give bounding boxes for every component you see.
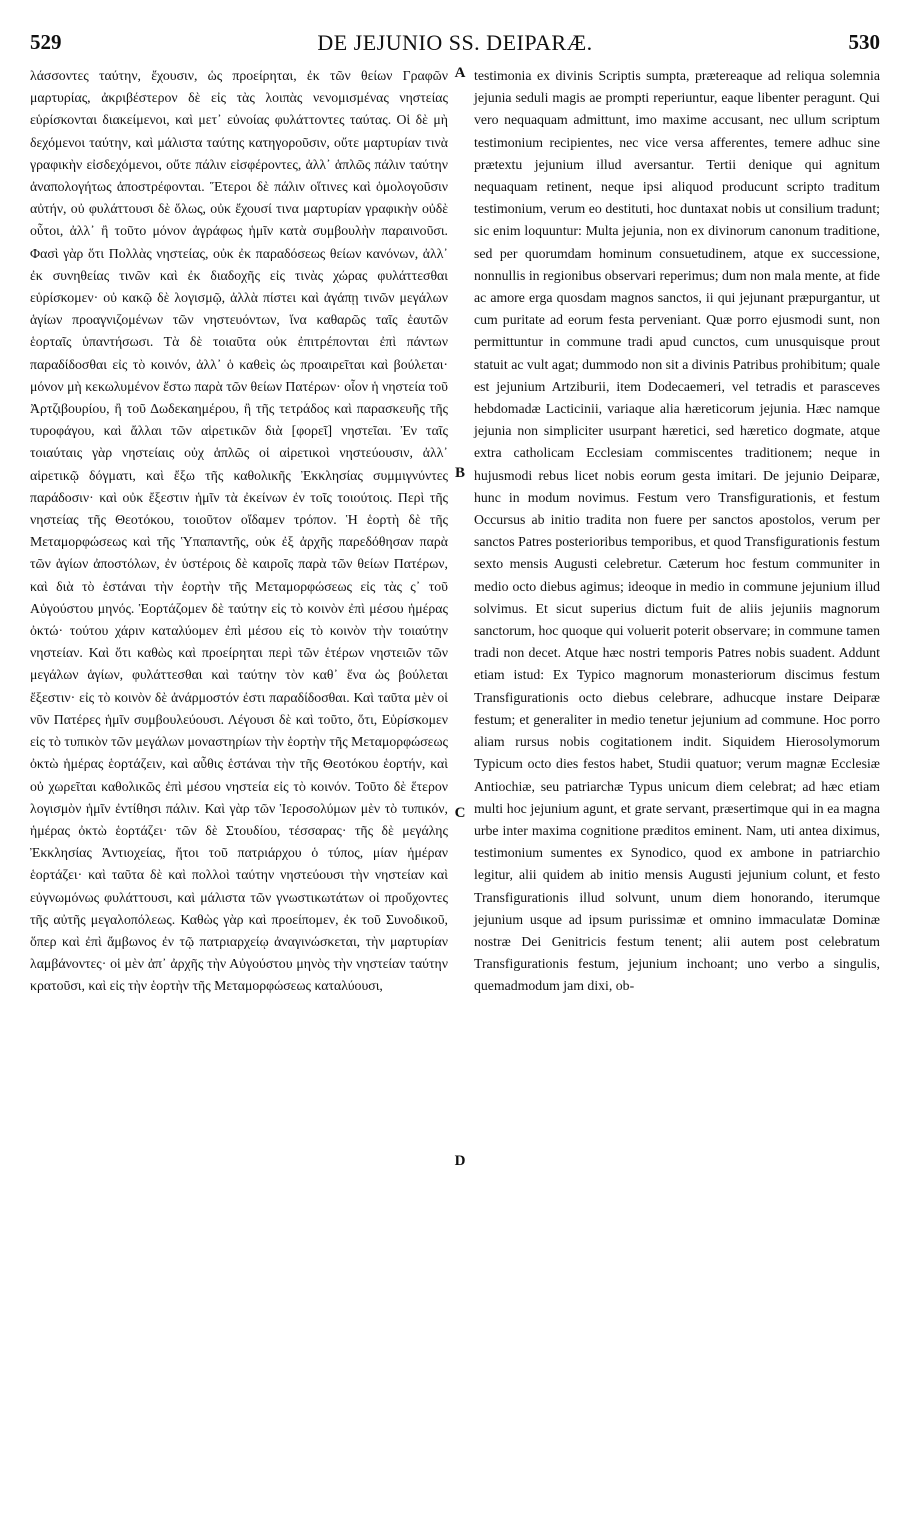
section-markers	[450, 65, 470, 1505]
running-title: DE JEJUNIO SS. DEIPARÆ.	[317, 30, 593, 55]
page-number-left: 529	[30, 30, 62, 54]
page-number-right: 530	[848, 30, 880, 54]
greek-text-column	[30, 65, 448, 998]
latin-paragraph: testimonia ex divinis Scriptis sumpta, prætereaque ad reliqua solemnia jejunia seduli magis ae prompti reperiuntur, eaque libenter peragunt. Qui vero nequaquam admittunt, imo maxime accusant, nec ullum scriptum testimonium recipientes, nec vice versa afferentes, temere adhuc sine prætextu jejunium illud aversantur. Tertii denique qui agnitum nequaquam retinent, neque ipsi aliquod producunt scripto traditum testimonium, verum eo destituti, hoc duntaxat nobis ut consilium tradunt; sic enim loquuntur: Multa jejunia, non ex divinorum canonum traditione, sed per quorumdam hominum consuetudinem, atque ex successione, nonnullis in regionibus observari reperimus; dum non mala mente, at fide ac amore erga quosdam magnos sanctos, ii qui jejunant præpurgantur, ut cum puritate ad eorum festa perveniant. Quæ porro ejusmodi sunt, non permittuntur in commune tradi apud cunctos, cum unusquisque prout statuit ac vult agat; dummodo non sit a divinis Patribus prohibitum; quale est jejunium Artziburii, item Dodecaemeri, vel tetradis et parasceves hebdomadæ Lacticinii, variaque alia hæreticorum jejunia. Hæc namque jejunia non simpliciter usurpant hæretici, sed hæretico dogmate, atque extra catholicam Ecclesiam commiscentes traditionem; neque in hujusmodi rebus licet nobis eorum gesta imitari. De jejunio Deiparæ, hunc in modum novimus. Festum vero Transfigurationis, et festum Occursus ab initio tradita non fuere per sanctos apostolos, verum per sanctos Patres posterioribus temporibus, et quod Transfigurationis festum sexto mensis Augusti celebretur. Cæterum hoc festum communiter in medio octo diebus agimus; ideoque in medio in commune jejunium illud solvimus. Et sicut superius dictum fuit de aliis jejuniis magnorum sanctorum, hoc quoque qui voluerit poterit observare; in commune tamen tradi non decet. Atque hæc nostri temporis Patres nobis suadent. Addunt etiam istud: Ex Typico magnorum monasteriorum discimus festum Transfigurationis octo diebus celebrare, adhucque instare Deiparæ festum; et generaliter in medio tenetur jejunium ad commune. Hoc porro aliam rursus nobis cogitationem indit. Siquidem Hierosolymorum Typicum octo dies festos habet, Studii quatuor; verum magnæ Ecclesiæ Antiochiæ, seu patriarchæ Typus unicum diem celebrat; ad hæc etiam multi hoc jejunium agunt, et grate servant, præsertimque qui in ea magna urbe inter maxima cognitione præditos eminent. Nam, uti antea diximus, testimonium sumentes ex Synodico, quod ex ambone in patriarchio legitur, alii quidem ab initio mensis Augusti jejunium colunt, et festo Transfigurationis illud solvunt, unum diem honorando, iterumque jejunium usque ad ipsum purissimæ et omnino immaculatæ Dominæ nostræ Dei Genitricis festum tenent; alii autem post celebratum Transfigurationis festum, jejunium inchoant; uno verbo a singulis, quemadmodum jam dixi, ob-	[474, 68, 880, 994]
greek-paragraph: λάσσοντες ταύτην, ἔχουσιν, ὡς προείρηται, ἐκ τῶν θείων Γραφῶν μαρτυρίας, ἀκριβέστερον δὲ εἰς τὰς λοιπὰς νενομισμένας νηστείας εὑρίσκονται διακείμενοι, καὶ μετ᾽ εὐνοίας φυλάττοντες ταύτας. Οἱ δὲ μὴ δεχόμενοι ταύτην, καὶ μάλιστα ταύτης κατηγοροῦσιν, οὔτε μαρτυρίαν τινὰ γραφικὴν εἰσδεχόμενοι, οὔτε πάλιν εἰσφέροντες, ἀλλ᾽ ἁπλῶς πάλιν ταύτην ἀναπολογήτως ἀποστρέφονται. Ἕτεροι δὲ πάλιν οἵτινες καὶ ὁμολογοῦσιν αὐτήν, οὐ φυλάττουσι δὲ ὅλως, οὐκ ἔχουσί τινα μαρτυρίαν γραφικὴν οὐδὲ οὗτοι, ἀλλ᾽ ἢ τοῦτο μόνον ἀγράφως ἡμῖν κατὰ συμβουλὴν παραινοῦσι. Φασὶ γὰρ ὅτι Πολλὰς νηστείας, οὐκ ἐκ παραδόσεως θείων κανόνων, ἀλλ᾽ ἐκ συνηθείας τινῶν καὶ ἐκ διαδοχῆς εἰς τινὰς χώρας φυλάττεσθαι εὑρίσκομεν· οὐ κακῷ δὲ λογισμῷ, ἀλλὰ πίστει καὶ ἀγάπῃ τινῶν μεγάλων ἁγίων προαγνιζομένων τῶν νηστευόντων, ἵνα καθαρῶς ταῖς ἑαυτῶν ἑορταῖς ὑπαντήσωσι. Τὰ δὲ τοιαῦτα οὐκ ἐπιτρέπονται ἐπὶ πάντων παραδίδοσθαι εἰς τὸ κοινόν, ἀλλ᾽ ὁ καθεὶς ὡς προαιρεῖται καὶ βούλεται· μόνον μὴ κεκωλυμένον ἔστω παρὰ τῶν θείων Πατέρων· οἷον ἡ νηστεία τοῦ Ἀρτζιβουρίου, ἢ τοῦ Δωδεκαημέρου, ἢ τῆς τετράδος καὶ παρασκευῆς τῆς τυροφάγου, καὶ ἄλλαι τῶν αἱρετικῶν διὰ [φορεῖ] νηστεῖαι. Ἐν ταῖς τοιαύταις γὰρ νηστείαις οὐχ ἁπλῶς οἱ αἱρετικοὶ νηστεύουσιν, ἀλλ᾽ αἱρετικῷ δόγματι, καὶ ἔξω τῆς καθολικῆς Ἐκκλησίας συμμιγνύντες παράδοσιν· καὶ οὐκ ἔξεστιν ἡμῖν τὰ ἐκείνων ἐν τοῖς τοιούτοις. Περὶ τῆς νηστείας τῆς Θεοτόκου, τοιοῦτον οἴδαμεν τρόπον. Ἡ ἑορτὴ δὲ τῆς Μεταμορφώσεως καὶ τῆς Ὑπαπαντῆς, οὐκ ἐξ ἀρχῆς παρεδόθησαν παρὰ τῶν ἁγίων ἀποστόλων, ἐν ὑστέροις δὲ καιροῖς παρὰ τῶν θείων Πατέρων, καὶ διὰ τὸ ἑστάναι τὴν ἑορτὴν τῆς Μεταμορφώσεως εἰς τὰς ς᾽ τοῦ Αὐγούστου μηνός. Ἑορτάζομεν δὲ ταύτην εἰς τὸ κοινὸν ἐπὶ μέσου ἡμέρας ὀκτώ· τούτου χάριν καταλύομεν ἐπὶ μέσου εἰς τὸ κοινὸν τὴν τοιαύτην νηστείαν. Καὶ ὅτι καθὼς καὶ προείρηται περὶ τῶν ἑτέρων νηστειῶν τῶν μεγάλων ἁγίων, φυλάττεσθαι καὶ ταύτην τὸν καθ᾽ ἕνα ὡς βούλεται ἔξεστιν· εἰς τὸ κοινὸν δὲ ἀνάρμοστόν ἐστι παραδίδοσθαι. Καὶ ταῦτα μὲν οἱ νῦν Πατέρες ἡμῖν συμβουλεύουσι. Λέγουσι δὲ καὶ τοῦτο, ὅτι, Εὑρίσκομεν εἰς τὸ τυπικὸν τῶν μεγάλων μοναστηρίων τὴν ἑορτὴν τῆς Μεταμορφώσεως ὀκτὼ ἡμέρας ἑορτάζειν, καὶ αὖθις ἑστάναι τὴν τῆς Θεοτόκου ἑορτήν, καὶ οὐ χωρεῖται καθολικῶς ἐπὶ μέσου νηστεία εἰς τὸ κοινόν. Τοῦτο δὲ ἕτερον λογισμὸν ἡμῖν ἐντίθησι πάλιν. Καὶ γὰρ τῶν Ἱεροσολύμων μὲν τὸ τυπικόν, ἡμέρας ὀκτὼ ἑορτάζει· τῶν δὲ Στουδίου, τέσσαρας· τῆς δὲ μεγάλης Ἐκκλησίας Ἀντιοχείας, ἤτοι τοῦ πατριάρχου ὁ τύπος, μίαν ἡμέραν ἑορτάζει· καὶ ταῦτα δὲ καὶ πολλοὶ ταύτην νηστεύουσι τὴν νηστείαν καὶ εὐγνωμόνως φυλάττουσι, καὶ μάλιστα τῶν γνωστικωτάτων οἱ προὔχοντες τῆς αὐτῆς μεγαλοπόλεως. Καθὼς γὰρ καὶ προείπομεν, ἐκ τοῦ Συνοδικοῦ, ὅπερ καὶ ἐπὶ ἄμβωνος ἐν τῷ πατριαρχείῳ ἀναγινώσκεται, τὴν μαρτυρίαν λαμβάνοντες· οἱ μὲν ἀπ᾽ ἀρχῆς τὴν Αὐγούστου μηνὸς τὴν νηστείαν ταύτην κρατοῦσι, καὶ εἰς τὴν ἑορτὴν τῆς Μεταμορφώσεως καταλύουσι,	[30, 68, 448, 994]
section-marker-a: A	[454, 65, 466, 81]
section-marker-b: B	[454, 465, 465, 481]
page-header	[30, 30, 880, 60]
section-marker-d: D	[454, 1153, 466, 1169]
latin-text-column	[474, 65, 880, 998]
section-marker-c: C	[454, 805, 466, 821]
